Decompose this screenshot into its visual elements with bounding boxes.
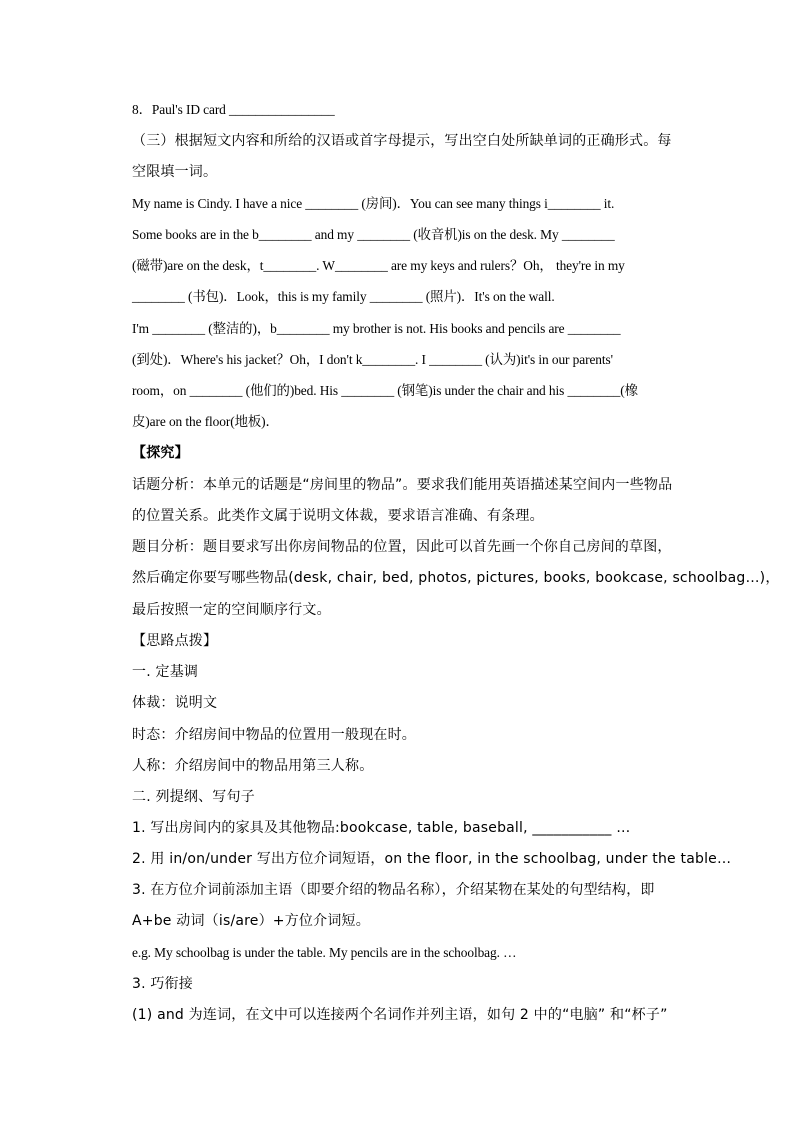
genre-line: 体裁：说明文 <box>132 695 218 711</box>
topic-analysis: 话题分析：本单元的话题是“房间里的物品”。要求我们能用英语描述某空间内一些物品 <box>132 477 673 493</box>
heading-explore: 【探究】 <box>132 445 189 461</box>
topic-analysis-cont: 的位置关系。此类作文属于说明文体裁，要求语言准确、有条理。 <box>132 508 544 524</box>
example-sentence: e.g. My schoolbag is under the table. My pencils are in the schoolbag. … <box>132 945 517 960</box>
outline-item-1: 1. 写出房间内的家具及其他物品:bookcase, table, baseball, ___________ … <box>132 820 631 836</box>
question-analysis: 题目分析：题目要求写出你房间物品的位置，因此可以首先画一个你自己房间的草图， <box>132 539 672 555</box>
passage-line-2: Some books are in the b________ and my ________ (收音机)is on the desk. My ________ <box>132 227 615 242</box>
outline-item-3-cont: A+be 动词（is/are）+方位介词短。 <box>132 913 370 929</box>
outline-item-3: 3. 在方位介词前添加主语（即要介绍的物品名称），介绍某物在某处的句型结构，即 <box>132 882 655 898</box>
subheading-2: 二. 列提纲、写句子 <box>132 789 255 805</box>
passage-line-8: 皮)are on the floor(地板)． <box>132 414 279 429</box>
passage-line-7: room，on ________ (他们的)bed. His ________ (钢笔)is under the chair and his ________(橡 <box>132 383 638 398</box>
passage-line-4: ________ (书包)．Look，this is my family ________ (照片)．It's on the wall. <box>132 289 555 304</box>
passage-line-3: (磁带)are on the desk，t________. W________ are my keys and rulers？Oh， they're in my <box>132 258 625 273</box>
passage-line-1: My name is Cindy. I have a nice ________ (房间)．You can see many things i________ it. <box>132 196 615 211</box>
question-analysis-cont-2: 最后按照一定的空间顺序行文。 <box>132 602 331 618</box>
tense-line: 时态：介绍房间中物品的位置用一般现在时。 <box>132 727 416 743</box>
section-3-instructions: （三）根据短文内容和所给的汉语或首字母提示，写出空白处所缺单词的正确形式。每 <box>132 133 672 149</box>
passage-line-5: I'm ________ (整洁的)，b________ my brother is not. His books and pencils are ________ <box>132 321 621 336</box>
question-analysis-cont-1: 然后确定你要写哪些物品(desk, chair, bed, photos, pictures, books, bookcase, schoolbag…)， <box>132 570 780 586</box>
subheading-1: 一. 定基调 <box>132 664 199 680</box>
subheading-3: 3. 巧衔接 <box>132 976 194 992</box>
passage-line-6: (到处)．Where's his jacket？Oh，I don't k________. I ________ (认为)it's in our parents' <box>132 352 613 367</box>
section-3-instructions-cont: 空限填一词。 <box>132 164 218 180</box>
heading-tips: 【思路点拨】 <box>132 633 218 649</box>
question-8: 8．Paul's ID card ________________ <box>132 102 335 117</box>
linking-note-1: (1) and 为连词，在文中可以连接两个名词作并列主语，如句 2 中的“电脑” 和“杯子” <box>132 1007 668 1023</box>
outline-item-2: 2. 用 in/on/under 写出方位介词短语，on the floor, in the schoolbag, under the table… <box>132 851 732 867</box>
person-line: 人称：介绍房间中的物品用第三人称。 <box>132 758 374 774</box>
